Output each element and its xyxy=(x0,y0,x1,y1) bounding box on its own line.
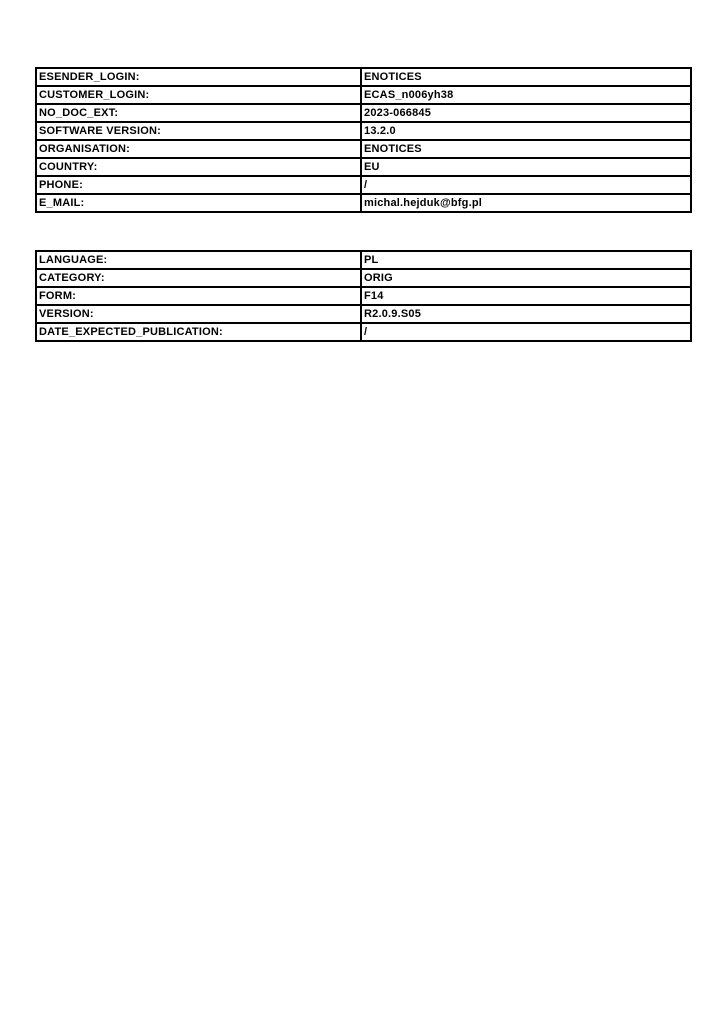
table-row xyxy=(36,122,691,140)
document-info-table xyxy=(35,250,692,342)
table-row xyxy=(36,140,691,158)
table-row xyxy=(36,176,691,194)
table-row xyxy=(36,269,691,287)
field-label: PHONE: xyxy=(36,176,361,194)
sender-info-table xyxy=(35,67,692,213)
field-value: R2.0.9.S05 xyxy=(361,305,691,323)
field-value: ECAS_n006yh38 xyxy=(361,86,691,104)
field-label: COUNTRY: xyxy=(36,158,361,176)
field-value: EU xyxy=(361,158,691,176)
table-row xyxy=(36,104,691,122)
table-row xyxy=(36,86,691,104)
field-value: / xyxy=(361,176,691,194)
field-value: ENOTICES xyxy=(361,140,691,158)
field-label: NO_DOC_EXT: xyxy=(36,104,361,122)
table-row xyxy=(36,158,691,176)
field-label: SOFTWARE VERSION: xyxy=(36,122,361,140)
field-label: CATEGORY: xyxy=(36,269,361,287)
field-value: ORIG xyxy=(361,269,691,287)
field-value: PL xyxy=(361,251,691,269)
field-value: F14 xyxy=(361,287,691,305)
field-value: michal.hejduk@bfg.pl xyxy=(361,194,691,212)
field-label: FORM: xyxy=(36,287,361,305)
field-value: 2023-066845 xyxy=(361,104,691,122)
field-label: LANGUAGE: xyxy=(36,251,361,269)
field-value: 13.2.0 xyxy=(361,122,691,140)
table-row xyxy=(36,323,691,341)
field-label: DATE_EXPECTED_PUBLICATION: xyxy=(36,323,361,341)
field-label: ORGANISATION: xyxy=(36,140,361,158)
table-row xyxy=(36,251,691,269)
field-label: ESENDER_LOGIN: xyxy=(36,68,361,86)
table-row xyxy=(36,68,691,86)
table-row xyxy=(36,287,691,305)
field-label: VERSION: xyxy=(36,305,361,323)
field-value: ENOTICES xyxy=(361,68,691,86)
table-row xyxy=(36,194,691,212)
field-label: CUSTOMER_LOGIN: xyxy=(36,86,361,104)
field-value: / xyxy=(361,323,691,341)
field-label: E_MAIL: xyxy=(36,194,361,212)
table-row xyxy=(36,305,691,323)
